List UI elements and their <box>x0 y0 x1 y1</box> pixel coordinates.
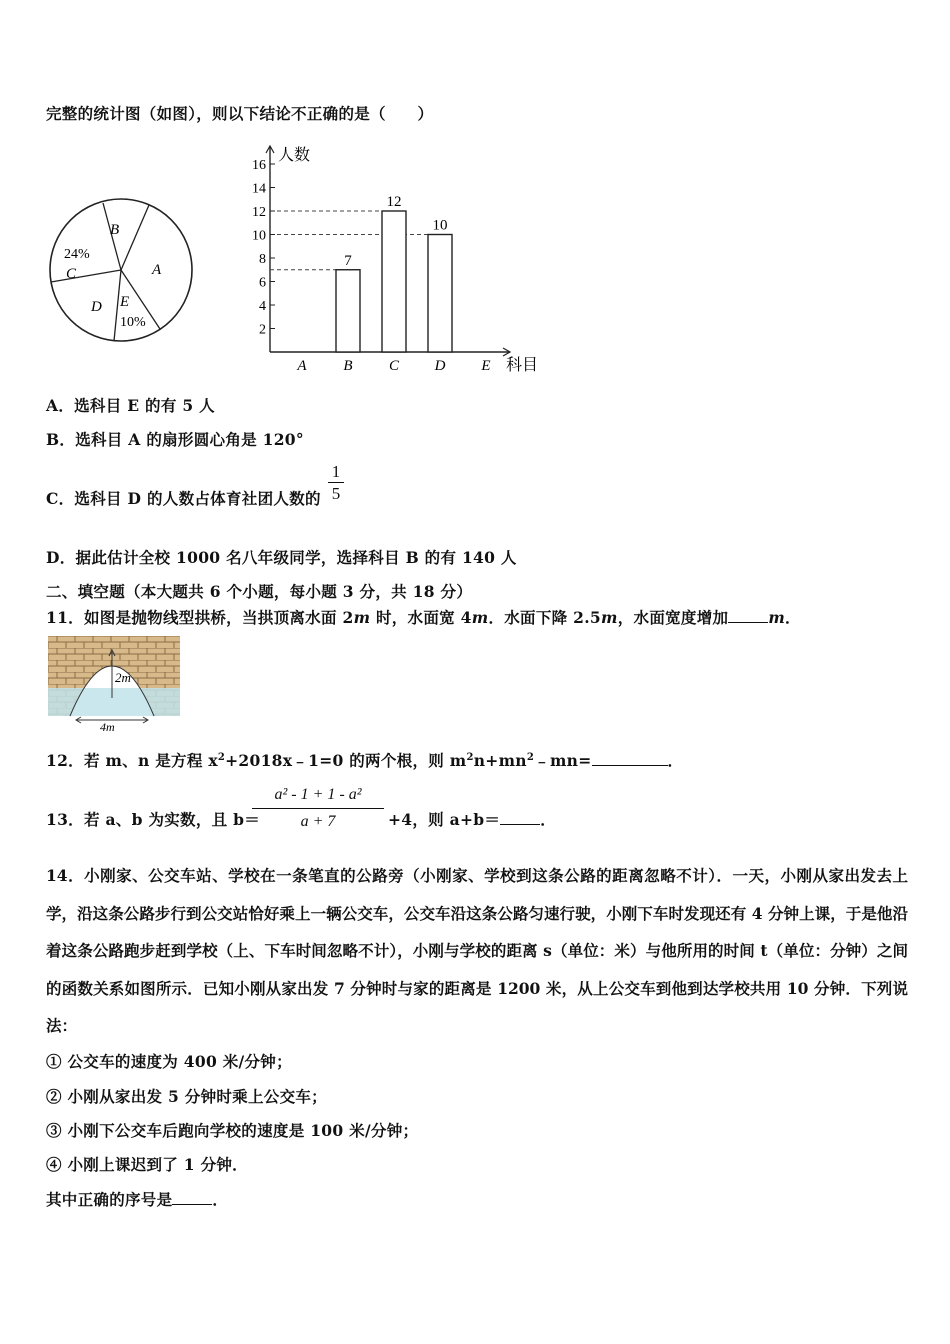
q11-text: ．水面下降 2.5 <box>488 608 602 627</box>
q14-end: ． <box>212 1190 229 1209</box>
ticks <box>252 158 491 374</box>
bars <box>336 194 452 352</box>
pie-label-b: B <box>110 222 120 238</box>
y-tick-label: 2 <box>259 322 266 338</box>
guides <box>270 211 452 270</box>
fraction-bar <box>328 482 344 483</box>
question-14-ask <box>46 1188 228 1210</box>
y-tick-label: 10 <box>252 228 266 244</box>
y-tick-label: 4 <box>259 299 266 314</box>
fraction-bar <box>252 808 384 809</box>
question-12 <box>46 749 683 771</box>
x-tick-label: C <box>388 358 400 374</box>
q13-denominator: a + 7 <box>300 813 336 830</box>
q13-numerator: a² - 1 + 1 - a² <box>274 786 362 803</box>
water <box>48 688 180 716</box>
q14-ask-text: 其中正确的序号是 <box>46 1190 173 1209</box>
fraction-denominator: 5 <box>331 484 341 503</box>
option-d: D．据此估计全校 1000 名八年级同学，选择科目 B 的有 140 人 <box>46 548 517 567</box>
x-axis-label: 科目 <box>506 357 539 374</box>
q13-end: ． <box>540 810 557 829</box>
statement-2: ② 小刚从家出发 5 分钟时乘上公交车； <box>46 1087 327 1106</box>
bar-value-label: 7 <box>344 252 352 269</box>
bar-value-label: 12 <box>386 194 402 210</box>
y-tick-label: 14 <box>252 181 266 197</box>
q11-end: ． <box>785 608 801 627</box>
q12-text: 12．若 m、n 是方程 x <box>46 751 218 770</box>
pie-label-e: E <box>120 294 130 310</box>
q12-sup: 2 <box>217 751 226 763</box>
q11-text: 时，水面宽 4 <box>370 608 472 627</box>
q11-unit: m <box>353 608 371 627</box>
pie-label-a: A <box>152 262 162 278</box>
q12-text: +2018x﹣1=0 的两个根，则 m <box>225 751 467 770</box>
pie-label-d: D <box>91 299 102 315</box>
y-tick-label: 6 <box>259 275 266 291</box>
statement-4: ④ 小刚上课迟到了 1 分钟． <box>46 1155 248 1174</box>
pie-pct-e: 10% <box>120 315 146 330</box>
q11-unit: m <box>471 608 489 627</box>
q11-unit: m <box>768 608 786 627</box>
pie-divider <box>121 205 149 270</box>
q12-end: ． <box>667 751 684 770</box>
q11-unit: m <box>601 608 618 627</box>
pie-label-c: C <box>66 266 77 282</box>
question-14: 14．小刚家、公交车站、学校在一条笔直的公路旁（小刚家、学校到这条公路的距离忽略不计）．一天，小刚从家出发去上学，沿这条公路步行到公交站恰好乘上一辆公交车，公交车沿这条公路匀速行驶，小刚下车时发现还有 4 分钟上课，于是他沿着这条公路跑步赶到学校（上、下车时间忽略不计），小刚与学校的距离 s（单位：米）与他所用的时间 t（单位：分钟）之间的函数关系如图所示．已知小刚从家出发 7 分钟时与家的距离是 1200 米，从上公交车到他到达学校共用 10 分钟．下列说法： <box>46 866 908 1035</box>
question-intro: 完整的统计图（如图），则以下结论不正确的是（ ） <box>46 104 434 123</box>
q13-fraction <box>252 784 384 833</box>
bar-chart <box>240 140 545 376</box>
q11-text: ，水面宽度增加 <box>617 608 729 627</box>
answer-blank[interactable] <box>172 1190 212 1205</box>
answer-blank[interactable] <box>500 810 540 825</box>
statement-1: ① 公交车的速度为 400 米/分钟； <box>46 1052 292 1071</box>
x-tick-label: E <box>481 358 491 374</box>
y-tick-label: 12 <box>252 205 266 220</box>
x-tick-label: A <box>297 358 307 374</box>
option-c-fraction <box>328 462 344 503</box>
question-11 <box>46 606 801 628</box>
y-axis-label: 人数 <box>278 147 311 164</box>
question-13-prefix: 13．若 a、b 为实数，且 b＝ <box>46 810 261 829</box>
q12-sup: 2 <box>526 751 535 763</box>
arch-bridge-figure <box>48 636 180 732</box>
answer-blank[interactable] <box>728 608 768 623</box>
q12-text: n+mn <box>473 751 527 770</box>
pie-pct-c: 24% <box>64 247 90 262</box>
question-13-suffix <box>388 808 556 830</box>
pie-divider <box>51 270 121 282</box>
q13-text: +4，则 a+b＝ <box>388 810 501 829</box>
option-a: A．选科目 E 的有 5 人 <box>46 396 215 415</box>
option-b: B．选科目 A 的扇形圆心角是 120° <box>46 430 304 449</box>
bar-value-label: 10 <box>432 217 448 234</box>
q12-text: ﹣mn= <box>534 751 592 770</box>
statement-3: ③ 小刚下公交车后跑向学校的速度是 100 米/分钟； <box>46 1121 419 1140</box>
bar <box>382 211 406 352</box>
option-c: C．选科目 D 的人数占体育社团人数的 <box>46 489 321 508</box>
y-tick-label: 16 <box>252 158 266 173</box>
pie-chart <box>48 198 196 344</box>
x-tick-label: B <box>343 358 353 374</box>
fraction-numerator: 1 <box>331 462 341 481</box>
answer-blank[interactable] <box>592 751 668 766</box>
q11-text: 11．如图是抛物线型拱桥，当拱顶离水面 2 <box>46 608 354 627</box>
width-label: 4m <box>100 720 115 732</box>
section-heading: 二、填空题（本大题共 6 个小题，每小题 3 分，共 18 分） <box>46 582 473 601</box>
y-tick-label: 8 <box>259 252 266 267</box>
q12-sup: 2 <box>466 751 474 763</box>
x-tick-label: D <box>434 358 446 374</box>
height-label: 2m <box>115 670 131 685</box>
bar <box>428 235 452 353</box>
bar <box>336 270 360 352</box>
